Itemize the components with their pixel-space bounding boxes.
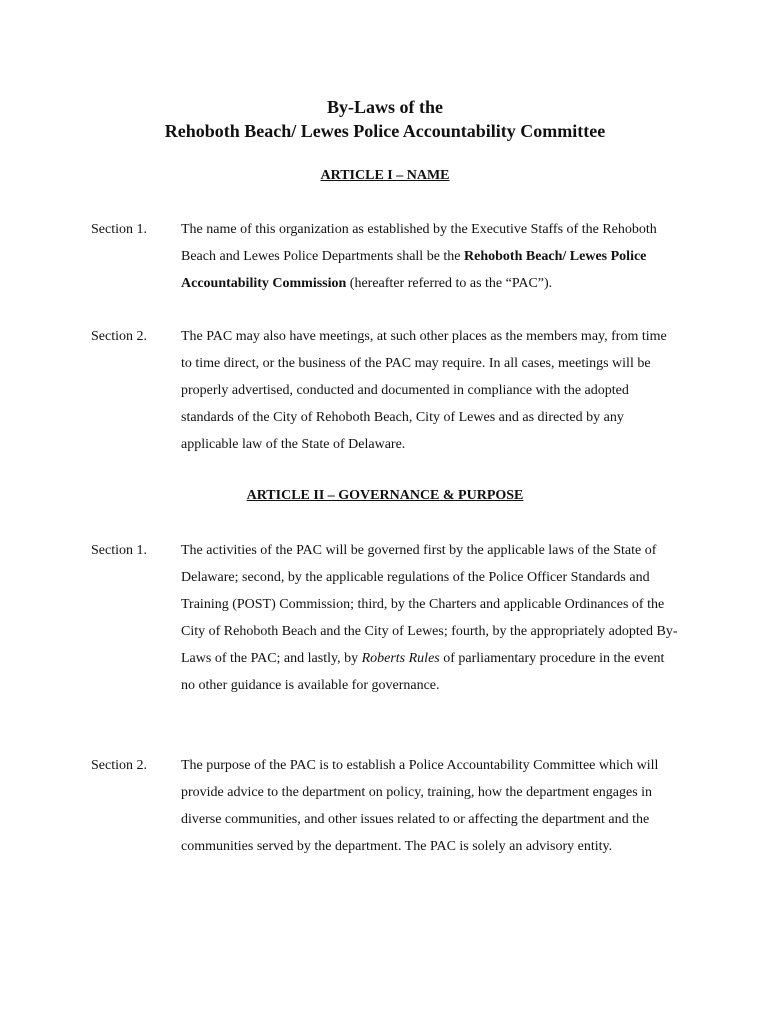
text-run: of parliamentary procedure in the event no other guidance is available for governance. [181,651,665,693]
article-2-section-1-text [181,537,681,699]
text-run: (hereafter referred to as the “PAC”). [346,276,553,291]
text-run: The activities of the PAC will be governed first by the applicable laws of the State of Delaware; second, by the applicable regulations of the Police Officer Standards and Training (POST) Commission; third, by the Charters and applicable Ordinances of the City of Rehoboth Beach and the City of Lewes; fourth, by the appropriately adopted By-Laws of the PAC; and lastly, by [181,543,678,666]
article-1-section-1-text [181,216,681,297]
article-2-section-2-text: The purpose of the PAC is to establish a Police Accountability Committee which will provide advice to the department on policy, training, how the department engages in diverse communities, and other issues related to or affecting the department and the communities served by the department. The PAC is solely an advisory entity. [181,758,659,854]
roberts-rules-reference: Roberts Rules [361,651,440,666]
article-1-heading: ARTICLE I – NAME [320,168,450,183]
organization-name: Rehoboth Beach/ Lewes Police Accountability Commission [181,249,647,291]
article-1-section-2-label: Section 2. [91,329,147,344]
article-1-section-2-text: The PAC may also have meetings, at such other places as the members may, from time to time direct, or the business of the PAC may require. In all cases, meetings will be properly advertised, conducted and documented in compliance with the adopted standards of the City of Rehoboth Beach, City of Lewes and as directed by any applicable law of the State of Delaware. [181,329,667,452]
document-title-line-2: Rehoboth Beach/ Lewes Police Accountability Committee [164,121,606,141]
article-2-section-2-label: Section 2. [91,758,147,773]
article-2-heading: ARTICLE II – GOVERNANCE & PURPOSE [246,488,524,503]
article-1-section-1-label: Section 1. [91,222,147,237]
document-title-line-1: By-Laws of the [327,97,443,117]
article-2-section-1-label: Section 1. [91,543,147,558]
text-run: The name of this organization as established by the Executive Staffs of the Rehoboth Beach and Lewes Police Departments shall be the [181,222,657,264]
